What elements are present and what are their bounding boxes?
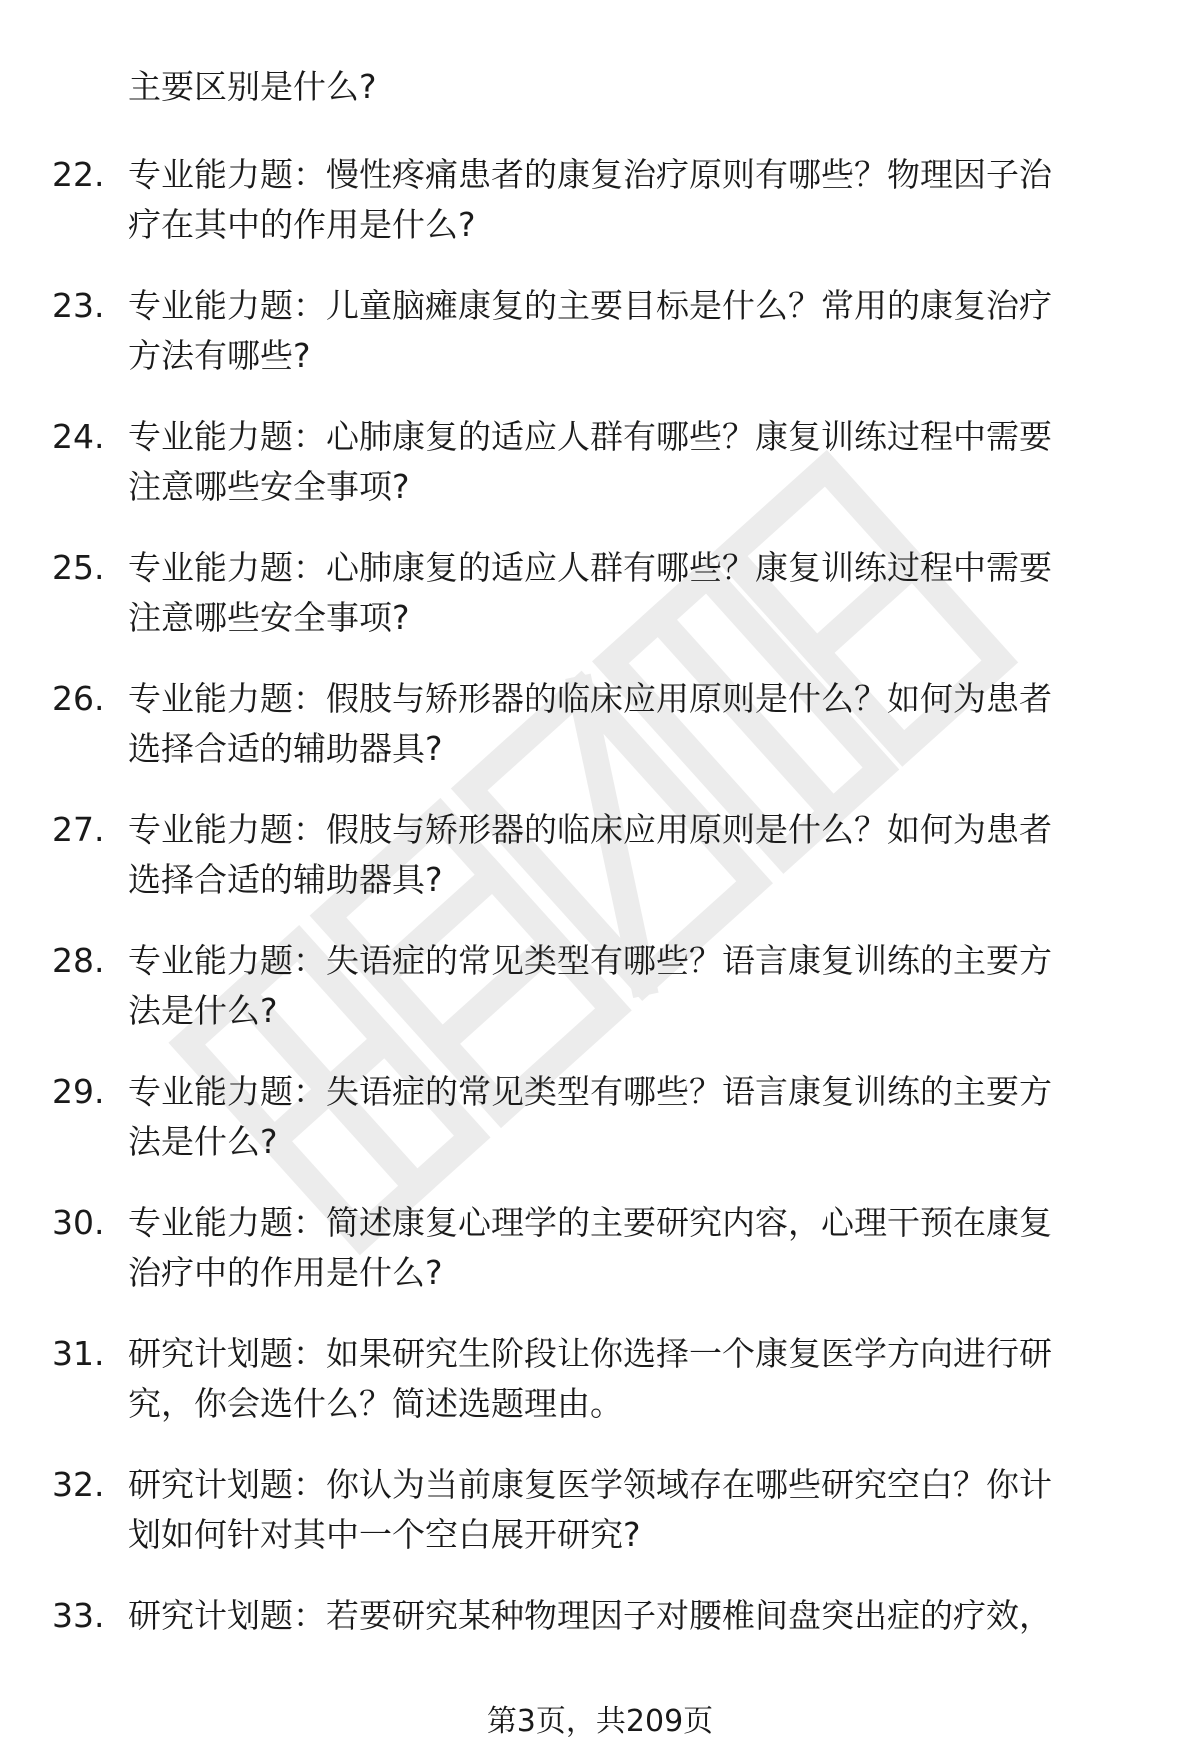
question-line: 专业能力题：失语症的常见类型有哪些？语言康复训练的主要方 [128, 941, 1052, 980]
question-item [0, 1460, 1200, 1591]
question-item [0, 936, 1200, 1067]
question-text [128, 1198, 1148, 1298]
question-item [0, 281, 1200, 412]
question-number: 33. [52, 1596, 105, 1635]
question-item [0, 1329, 1200, 1460]
question-line: 究，你会选什么？简述选题理由。 [128, 1384, 623, 1423]
question-number: 25. [52, 548, 105, 587]
question-text [128, 412, 1148, 512]
question-line: 方法有哪些? [128, 336, 311, 375]
page-footer: 第3页，共209页 [486, 1704, 714, 1739]
question-text [128, 1329, 1148, 1429]
question-number: 28. [52, 941, 105, 980]
question-line: 选择合适的辅助器具? [128, 860, 443, 899]
question-line: 专业能力题：慢性疼痛患者的康复治疗原则有哪些？物理因子治 [128, 155, 1052, 194]
question-text [128, 150, 1148, 250]
question-item [0, 1067, 1200, 1198]
question-text [128, 674, 1148, 774]
question-line: 专业能力题：假肢与矫形器的临床应用原则是什么？如何为患者 [128, 810, 1052, 849]
question-number: 29. [52, 1072, 105, 1111]
question-line: 专业能力题：心肺康复的适应人群有哪些？康复训练过程中需要 [128, 417, 1052, 456]
question-line: 疗在其中的作用是什么? [128, 205, 476, 244]
question-line: 治疗中的作用是什么? [128, 1253, 443, 1292]
question-number: 24. [52, 417, 105, 456]
question-list [0, 150, 1200, 1722]
question-text [128, 1067, 1148, 1167]
question-number: 31. [52, 1334, 105, 1373]
question-text [128, 281, 1148, 381]
question-line: 专业能力题：简述康复心理学的主要研究内容，心理干预在康复 [128, 1203, 1052, 1242]
question-line: 法是什么? [128, 991, 278, 1030]
question-item [0, 805, 1200, 936]
question-line: 注意哪些安全事项? [128, 598, 410, 637]
question-text [128, 543, 1148, 643]
question-number: 22. [52, 155, 105, 194]
question-line: 注意哪些安全事项? [128, 467, 410, 506]
question-line: 研究计划题：若要研究某种物理因子对腰椎间盘突出症的疗效， [128, 1596, 1052, 1635]
question-item [0, 674, 1200, 805]
question-line: 专业能力题：心肺康复的适应人群有哪些？康复训练过程中需要 [128, 548, 1052, 587]
question-line: 研究计划题：你认为当前康复医学领域存在哪些研究空白？你计 [128, 1465, 1052, 1504]
question-number: 23. [52, 286, 105, 325]
continuation-text: 主要区别是什么? [128, 67, 377, 106]
question-item [0, 150, 1200, 281]
question-number: 30. [52, 1203, 105, 1242]
question-line: 专业能力题：失语症的常见类型有哪些？语言康复训练的主要方 [128, 1072, 1052, 1111]
question-text [128, 1591, 1148, 1641]
question-line: 划如何针对其中一个空白展开研究? [128, 1515, 641, 1554]
question-line: 专业能力题：儿童脑瘫康复的主要目标是什么？常用的康复治疗 [128, 286, 1052, 325]
question-text [128, 1460, 1148, 1560]
question-number: 32. [52, 1465, 105, 1504]
question-item [0, 412, 1200, 543]
question-number: 27. [52, 810, 105, 849]
question-item [0, 543, 1200, 674]
question-item [0, 1198, 1200, 1329]
question-line: 研究计划题：如果研究生阶段让你选择一个康复医学方向进行研 [128, 1334, 1052, 1373]
question-line: 专业能力题：假肢与矫形器的临床应用原则是什么？如何为患者 [128, 679, 1052, 718]
question-line: 选择合适的辅助器具? [128, 729, 443, 768]
question-text [128, 805, 1148, 905]
question-number: 26. [52, 679, 105, 718]
question-text [128, 936, 1148, 1036]
question-line: 法是什么? [128, 1122, 278, 1161]
